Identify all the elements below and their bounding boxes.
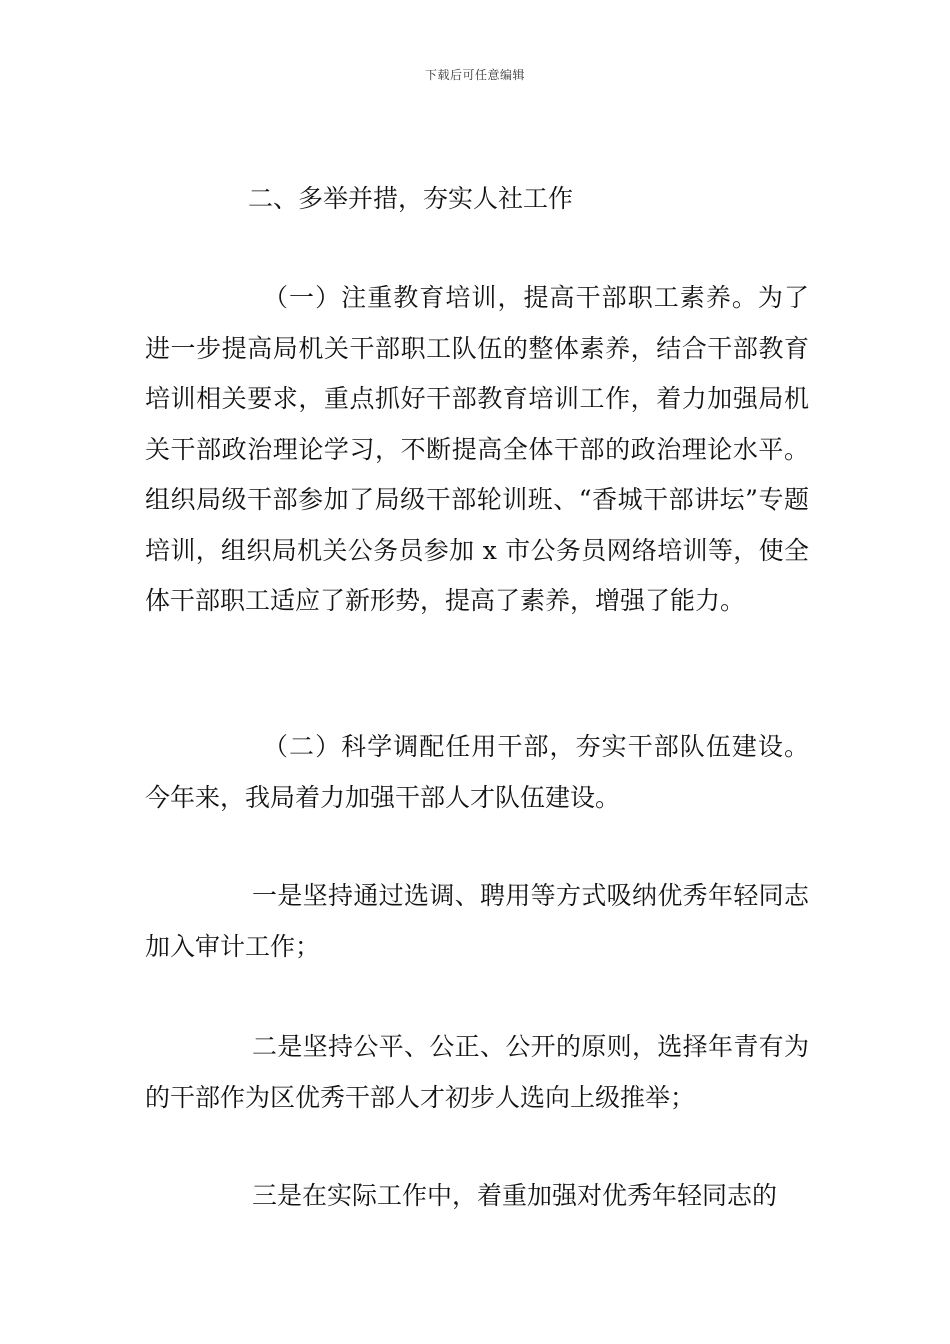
paragraph-point-one: 一是坚持通过选调、聘用等方式吸纳优秀年轻同志加入审计工作； [145, 881, 809, 961]
paragraph-point-three: 三是在实际工作中，着重加强对优秀年轻同志的 [252, 1181, 778, 1210]
section-heading: 二、多举并措，夯实人社工作 [248, 184, 574, 213]
paragraph-point-two: 二是坚持公平、公正、公开的原则，选择年青有为的干部作为区优秀干部人才初步人选向上级推举； [145, 1032, 809, 1112]
paragraph-education-training: （一）注重教育培训，提高干部职工素养。为了进一步提高局机关干部职工队伍的整体素养，结合干部教育培训相关要求，重点抓好干部教育培训工作，着力加强局机关干部政治理论学习，不断提高全体干部的政治理论水平。组织局级干部参加了局级干部轮训班、“香城干部讲坛”专题培训，组织局机关公务员参加 x 市公务员网络培训等，使全体干部职工适应了新形势，提高了素养，增强了能力。 [145, 283, 809, 615]
paragraph-cadre-allocation: （二）科学调配任用干部，夯实干部队伍建设。今年来，我局着力加强干部人才队伍建设。 [145, 732, 809, 812]
header-note: 下载后可任意编辑 [424, 68, 525, 82]
